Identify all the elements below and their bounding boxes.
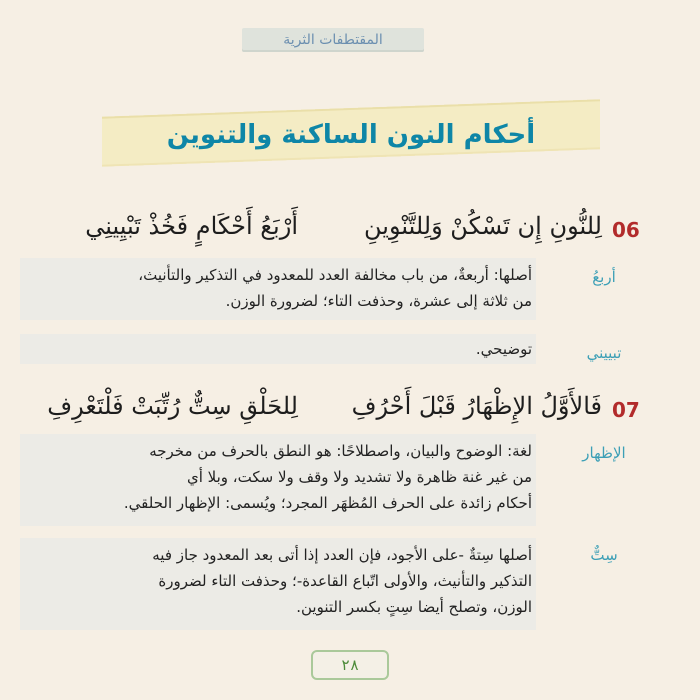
- definition-line: التذكير والتأنيث، والأولى اتّباع القاعدة-؛ وحذفت التاء لضرورة: [158, 572, 532, 590]
- verse-number-07: 07: [612, 398, 640, 422]
- definition-line: أحكام زائدة على الحرف المُظهَر المجرد؛ ويُسمى: الإظهار الحلقي.: [123, 494, 532, 512]
- glossary-06: [20, 258, 680, 370]
- definition-line: أصلها سِتةٌ -على الأجود، فإن العدد إذا أتى بعد المعدود جاز فيه: [152, 546, 532, 564]
- section-header-tab: المقتطفات الثرية: [242, 28, 424, 52]
- definition-line: الوزن، وتصلح أيضا سِتٍ بكسر التنوين.: [296, 598, 532, 616]
- definition-line: لغة: الوضوح والبيان، واصطلاحًا: هو النطق بالحرف من مخرجه: [149, 442, 532, 460]
- term-sitt: سِتٌّ: [590, 546, 618, 564]
- definition-line: من ثلاثة إلى عشرة، وحذفت التاء؛ لضرورة الوزن.: [225, 292, 532, 310]
- definition-arbaa: [24, 262, 532, 314]
- definition-line: توضيحي.: [475, 340, 532, 358]
- definition-line: من غير غنة ظاهرة ولا تشديد ولا وقف ولا سكت، وبلا أي: [186, 468, 532, 486]
- term-arbaa: أربعُ: [592, 268, 616, 286]
- verse-number-06: 06: [612, 218, 640, 242]
- page-number: ٢٨: [311, 650, 389, 680]
- verse-07-hemistich-right: فَالأَوَّلُ الإِظْهَارُ قَبْلَ أَحْرُفِ: [351, 392, 602, 420]
- definition-line: أصلها: أربعةٌ، من باب مخالفة العدد للمعدود في التذكير والتأنيث،: [138, 266, 532, 284]
- verse-07-hemistich-left: لِلحَلْقِ سِتٌّ رُتِّبَتْ فَلْتَعْرِفِ: [47, 392, 298, 420]
- verse-06-hemistich-left: أَرْبَعُ أَحْكَامٍ فَخُذْ تَبْيِينِي: [85, 212, 298, 240]
- term-izhar: الإظهار: [582, 444, 626, 462]
- definition-tabyini: [24, 336, 532, 362]
- definition-izhar: [24, 438, 532, 516]
- term-tabyini: تبييني: [586, 344, 622, 362]
- definition-sitt: [24, 542, 532, 620]
- page-title: أحكام النون الساكنة والتنوين: [166, 120, 536, 150]
- verse-06-hemistich-right: لِلنُّونِ إِن تَسْكُنْ وَلِلتَّنْوِينِ: [364, 212, 602, 240]
- glossary-07: [20, 434, 680, 644]
